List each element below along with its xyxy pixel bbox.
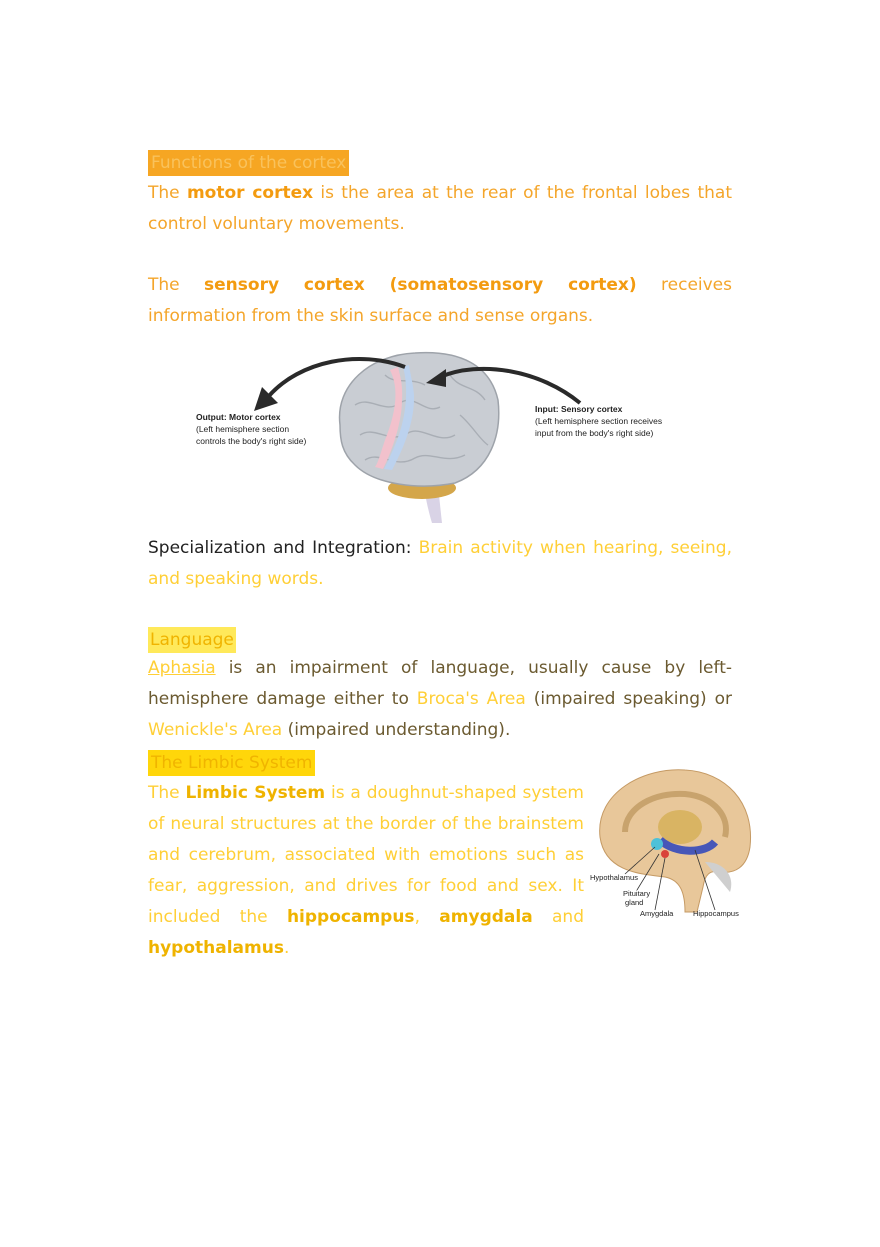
sensory-cortex-caption-line1: (Left hemisphere section receives — [535, 416, 663, 426]
text: , — [414, 907, 440, 927]
term-limbic-system: Limbic System — [185, 783, 326, 803]
term-hypothalamus: hypothalamus — [148, 938, 284, 958]
limbic-system-figure — [585, 762, 760, 922]
paragraph-specialization — [148, 533, 732, 595]
term-brocas-area: Broca's Area — [416, 689, 526, 709]
brain-cortex-figure — [190, 345, 690, 523]
paragraph-aphasia — [148, 653, 732, 746]
amygdala-shape — [661, 850, 669, 858]
text: The — [148, 183, 187, 203]
term-aphasia: Aphasia — [148, 658, 216, 678]
text: (impaired understanding). — [282, 720, 511, 740]
label-pituitary-2: gland — [625, 898, 644, 907]
term-amygdala: amygdala — [439, 907, 533, 927]
specialization-text: Brain activity when hearing, seeing, and speaking words. — [148, 538, 732, 589]
motor-cortex-caption-line2: controls the body's right side) — [196, 436, 307, 446]
term-sensory-cortex: sensory cortex (somatosensory cortex) — [204, 275, 637, 295]
text: The — [148, 783, 186, 803]
term-motor-cortex: motor cortex — [186, 183, 314, 203]
sensory-cortex-caption-line2: input from the body's right side) — [535, 428, 654, 438]
motor-cortex-caption-title: Output: Motor cortex — [196, 412, 281, 422]
section-language — [148, 627, 732, 746]
label-hypothalamus: Hypothalamus — [590, 873, 638, 882]
text: (impaired speaking) or — [525, 689, 732, 709]
paragraph-sensory-cortex — [148, 270, 732, 332]
section-heading-cortex: Functions of the cortex — [148, 150, 349, 176]
brain-hemisphere — [340, 353, 499, 486]
text: . — [283, 938, 290, 958]
section-cortex — [148, 150, 732, 332]
text: is an impairment of language, usually cause by left-hemisphere damage either to — [148, 658, 732, 709]
term-wernickes-area: Wenickle's Area — [148, 720, 283, 740]
text: receives information from the skin surface and sense organs. — [148, 275, 732, 326]
term-hippocampus: hippocampus — [286, 907, 415, 927]
section-limbic — [148, 750, 584, 964]
hypothalamus-shape — [651, 838, 663, 850]
section-heading-language: Language — [148, 627, 236, 653]
label-hippocampus: Hippocampus — [693, 909, 739, 918]
sensory-cortex-caption-title: Input: Sensory cortex — [535, 404, 623, 414]
motor-cortex-caption-line1: (Left hemisphere section — [196, 424, 290, 434]
section-heading-limbic: The Limbic System — [148, 750, 315, 776]
specialization-label: Specialization and Integration: — [148, 538, 419, 558]
text: is a doughnut-shaped system of neural structures at the border of the brainstem and cerebrum, associated with emotions such as fear, aggression, and drives for food and sex. It included the — [148, 783, 584, 927]
paragraph-limbic — [148, 778, 584, 964]
label-pituitary-1: Pituitary — [623, 889, 651, 898]
paragraph-motor-cortex — [148, 178, 732, 240]
section-specialization — [148, 533, 732, 595]
label-amygdala: Amygdala — [640, 909, 674, 918]
text: The — [148, 275, 205, 295]
text: and — [532, 907, 584, 927]
text: is the area at the rear of the frontal lobes that control voluntary movements. — [148, 183, 732, 234]
